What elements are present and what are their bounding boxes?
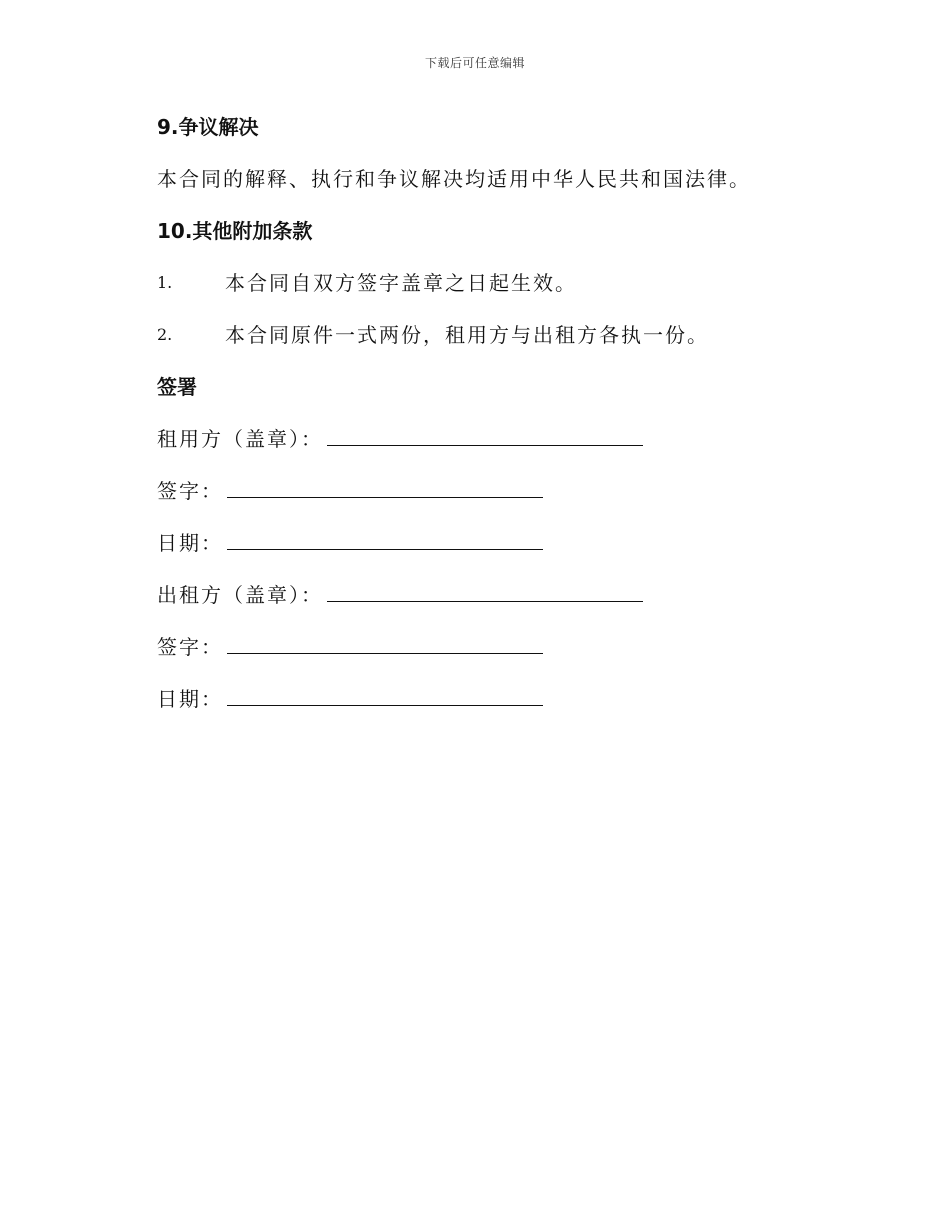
lessee-signature-blank[interactable] <box>227 477 543 498</box>
lessee-signature-label: 签字： <box>157 479 223 503</box>
list-item <box>157 320 797 350</box>
lessor-seal-line <box>157 580 797 610</box>
lessee-seal-label: 租用方（盖章）： <box>157 427 323 451</box>
lessor-seal-label: 出租方（盖章）： <box>157 583 323 607</box>
lessor-date-label: 日期： <box>157 687 223 711</box>
section-10-heading: 10.其他附加条款 <box>157 219 313 243</box>
lessee-seal-line <box>157 424 797 454</box>
list-item-number: 1. <box>157 273 173 292</box>
lessee-date-line <box>157 528 797 558</box>
list-item <box>157 268 797 298</box>
lessor-date-line <box>157 684 797 714</box>
list-item-number: 2. <box>157 325 173 344</box>
section-9-paragraph: 本合同的解释、执行和争议解决均适用中华人民共和国法律。 <box>157 167 751 191</box>
section-9-heading: 9.争议解决 <box>157 115 259 139</box>
lessor-date-blank[interactable] <box>227 685 543 706</box>
lessee-date-label: 日期： <box>157 531 223 555</box>
lessee-date-blank[interactable] <box>227 529 543 550</box>
signature-heading: 签署 <box>157 375 197 399</box>
list-item-text: 本合同原件一式两份，租用方与出租方各执一份。 <box>225 323 709 347</box>
lessee-seal-blank[interactable] <box>327 425 643 446</box>
lessor-seal-blank[interactable] <box>327 581 643 602</box>
lessor-signature-blank[interactable] <box>227 633 543 654</box>
page-header: 下载后可任意编辑 <box>424 56 525 70</box>
document-body <box>157 112 797 736</box>
lessor-signature-line <box>157 632 797 662</box>
lessee-signature-line <box>157 476 797 506</box>
lessor-signature-label: 签字： <box>157 635 223 659</box>
list-item-text: 本合同自双方签字盖章之日起生效。 <box>225 271 577 295</box>
